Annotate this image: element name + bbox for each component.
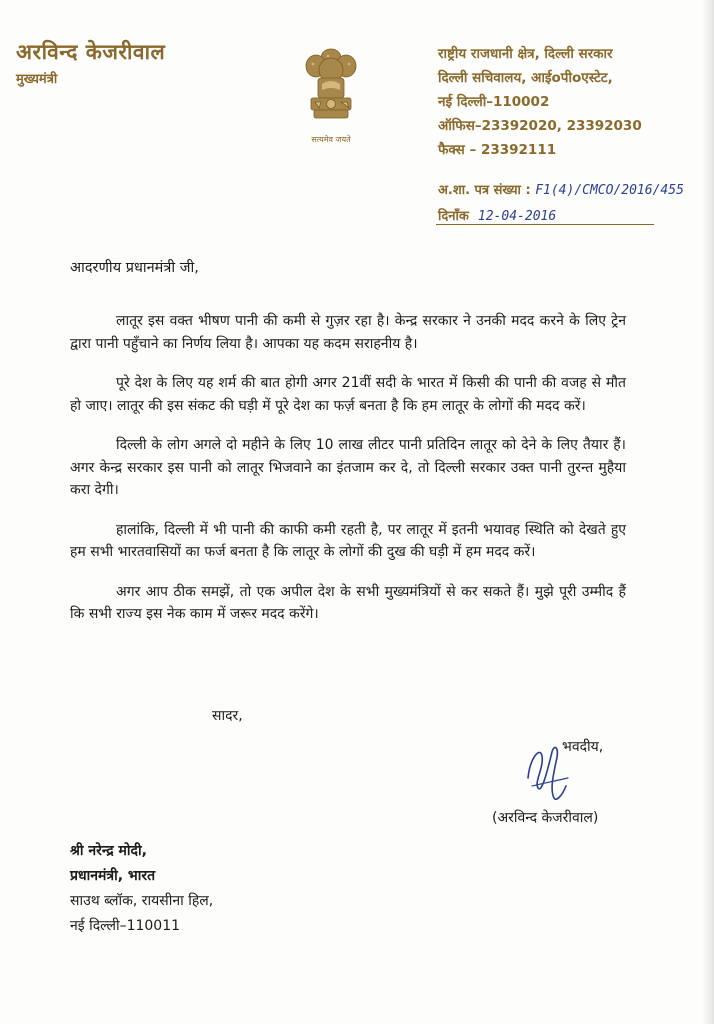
address-line: राष्ट्रीय राजधानी क्षेत्र, दिल्ली सरकार [438, 46, 613, 62]
sender-name: अरविन्द केजरीवाल [16, 40, 166, 64]
addressee-block [70, 839, 213, 939]
addressee-address: नई दिल्ली–110011 [70, 918, 181, 934]
reference-block [438, 178, 684, 230]
yours-faithfully: भवदीय, [562, 739, 604, 755]
address-line: नई दिल्ली–110002 [438, 94, 550, 110]
ref-number: F1(4)/CMCO/2016/455 [535, 183, 684, 198]
addressee-name: श्री नरेन्द्र मोदी, [70, 843, 147, 859]
paragraph: हालांकि, दिल्ली में भी पानी की काफी कमी रहती है, पर लातूर में इतनी भयावह स्थिति को देखते हुए हम सभी भारतवासियों का फर्ज बनता है कि लातूर के लोगों की दुख की घड़ी में हम मदद करें। [70, 521, 626, 560]
signature-icon [520, 738, 580, 808]
office-address [438, 42, 642, 162]
scan-edge [702, 0, 714, 1024]
fax-line: फैक्स – 23392111 [438, 142, 557, 158]
paragraph: लातूर इस वक्त भीषण पानी की कमी से गुज़र रहा है। केन्द्र सरकार ने उनकी मदद करने के लिए ट्रेन द्वारा पानी पहुँचाने का निर्णय लिया है। आपका यह कदम सराहनीय है। [70, 313, 626, 352]
date-label: दिनाँक [438, 209, 469, 224]
letter-body [70, 310, 626, 643]
phone-line: ऑफिस–23392020, 23392030 [438, 118, 642, 134]
national-emblem-icon [298, 44, 364, 144]
salutation: आदरणीय प्रधानमंत्री जी, [70, 260, 199, 276]
ref-label: अ.शा. पत्र संख्या : [438, 183, 531, 198]
paragraph: दिल्ली के लोग अगले दो महीने के लिए 10 लाख लीटर पानी प्रतिदिन लातूर को देने के लिए तैयार हैं। अगर केन्द्र सरकार इस पानी को लातूर भिजवाने का इंतजाम कर दे, तो दिल्ली सरकार उक्त पानी तुरन्त मुहैया करा देगी। [70, 437, 626, 498]
addressee-address: साउथ ब्लॉक, रायसीना हिल, [70, 893, 214, 909]
date-value: 12-04-2016 [477, 209, 557, 224]
address-line: दिल्ली सचिवालय, आईoपीoएस्टेट, [438, 70, 613, 86]
sender-title: मुख्यमंत्री [16, 72, 58, 87]
paragraph: पूरे देश के लिए यह शर्म की बात होगी अगर 21वीं सदी के भारत में किसी की पानी की वजह से मौत हो जाए। लातूर की इस संकट की घड़ी में पूरे देश का फर्ज़ बनता है कि हम लातूर के लोगों की मदद करें। [70, 375, 626, 414]
paragraph: अगर आप ठीक समझें, तो एक अपील देश के सभी मुख्यमंत्रियों से कर सकते हैं। मुझे पूरी उम्मीद हैं कि सभी राज्य इस नेक काम में जरूर मदद करेंगे। [70, 583, 626, 622]
emblem-motto: सत्यमेव जयते [311, 135, 351, 144]
ref-underline [436, 224, 654, 225]
signer-name: (अरविन्द केजरीवाल) [492, 810, 599, 826]
closing-salutation: सादर, [212, 708, 243, 724]
addressee-designation: प्रधानमंत्री, भारत [70, 868, 156, 884]
